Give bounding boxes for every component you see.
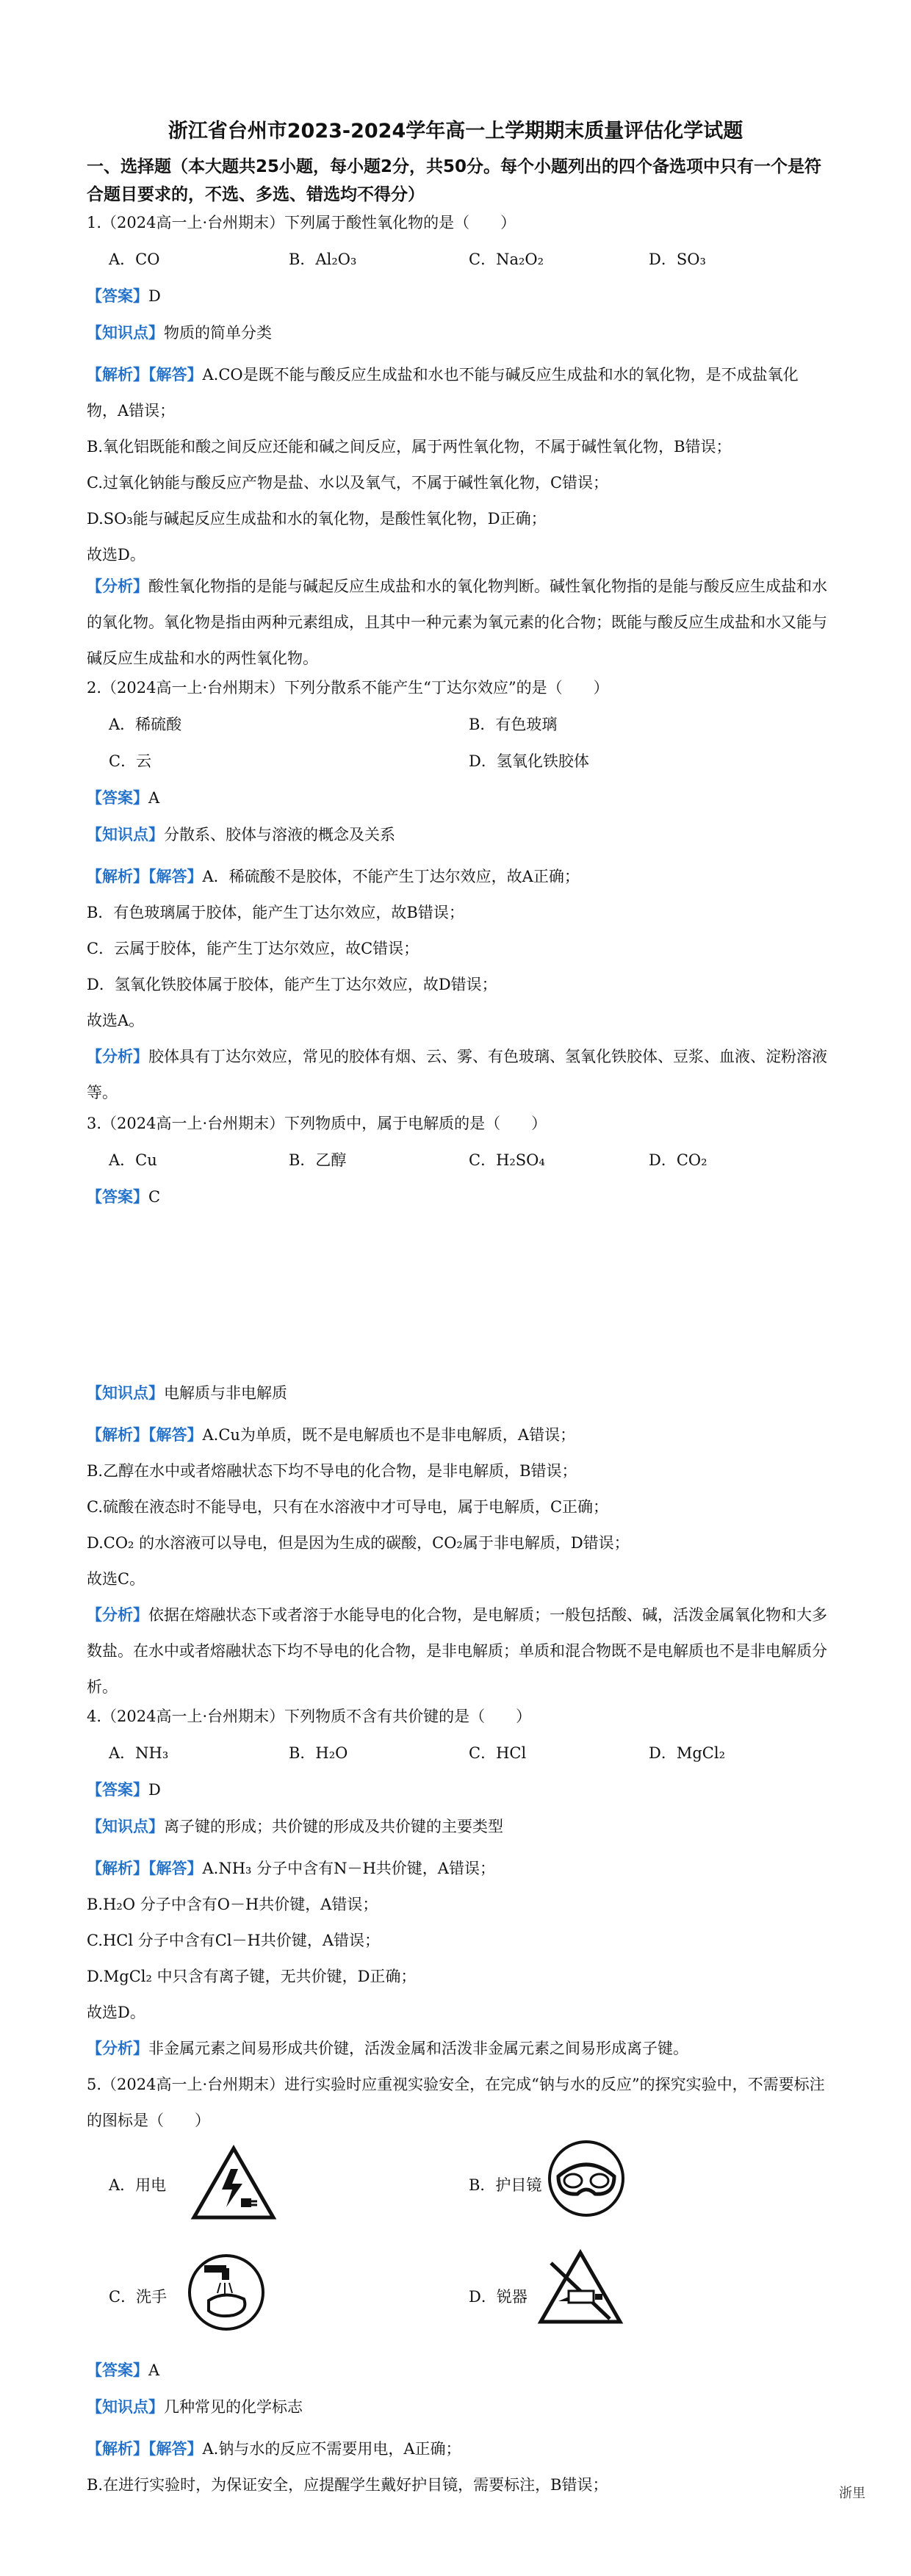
q2-answer: A: [148, 789, 160, 807]
question-3-stem: 3.（2024高一上·台州期末）下列物质中，属于电解质的是（ ）: [87, 1115, 547, 1132]
q2-fenxi-text: 胶体具有丁达尔效应，常见的胶体有烟、云、雾、有色玻璃、氢氧化铁胶体、豆浆、血液、淀粉溶液等。: [87, 1048, 827, 1101]
q1-analysis-line: D.SO₃能与碱起反应生成盐和水的氧化物，是酸性氧化物，D正确；: [87, 510, 547, 528]
q4-fenxi-text: 非金属元素之间易形成共价键，活泼金属和活泼非金属元素之间易形成离子键。: [148, 2040, 688, 2057]
q2-knowledge: 分散系、胶体与溶液的概念及关系: [164, 826, 395, 843]
q4-option-c: C．HCl: [469, 1744, 527, 1762]
q2-fenxi: [87, 1038, 829, 1111]
answer-label: 【答案】: [87, 1780, 148, 1799]
jieda-label: 【解答】: [148, 1425, 203, 1444]
jieda-label: 【解答】: [148, 2439, 203, 2458]
q1-analysis-line: 故选D。: [87, 546, 145, 564]
q3-answer: C: [148, 1188, 161, 1206]
analysis-label: 【解析】: [87, 365, 148, 384]
analysis-label: 【解析】: [87, 1859, 148, 1877]
q4-option-a: A．NH₃: [109, 1744, 169, 1762]
q5-answer: A: [148, 2361, 160, 2379]
knowledge-label: 【知识点】: [87, 2397, 164, 2416]
knowledge-label: 【知识点】: [87, 1817, 164, 1835]
q3-analysis-line: A.Cu为单质，既不是电解质也不是非电解质，A错误；: [202, 1426, 576, 1444]
q3-fenxi-text: 依据在熔融状态下或者溶于水能导电的化合物，是电解质；一般包括酸、碱，活泼金属氧化物和大多数盐。在水中或者熔融状态下均不导电的化合物，是非电解质；单质和混合物既不是电解质也不是非电解质分析。: [87, 1606, 827, 1696]
q1-analysis-line: A.CO是既不能与酸反应生成盐和水也不能与碱反应生成盐和水的氧化物，是不成盐氧化物，A错误；: [87, 366, 799, 420]
q1-option-a: A．CO: [109, 251, 160, 268]
q2-analysis-line: A．稀硫酸不是胶体，不能产生丁达尔效应，故A正确；: [202, 868, 580, 885]
question-1-stem: 1.（2024高一上·台州期末）下列属于酸性氧化物的是（ ）: [87, 214, 516, 231]
q5-answer-line: [87, 2359, 829, 2383]
q4-analysis-line: D.MgCl₂ 中只含有离子键，无共价键，D正确；: [87, 1968, 417, 1985]
q4-analysis-line: B.H₂O 分子中含有O－H共价键，A错误；: [87, 1896, 378, 1913]
q1-answer: D: [148, 287, 161, 305]
q3-analysis-line: B.乙醇在水中或者熔融状态下均不导电的化合物，是非电解质，B错误；: [87, 1462, 577, 1480]
q3-knowledge-line: [87, 1381, 829, 1406]
q2-analysis-line: 故选A。: [87, 1012, 145, 1029]
q3-analysis: [87, 1417, 829, 1597]
q1-fenxi-text: 酸性氧化物指的是能与碱起反应生成盐和水的氧化物判断。碱性氧化物指的是能与酸反应生成盐和水的氧化物。氧化物是指由两种元素组成，且其中一种元素为氧元素的化合物；既能与酸反应生成盐和水又能与碱反应生成盐和水的两性氧化物。: [87, 578, 827, 667]
q4-answer-line: [87, 1778, 829, 1802]
knowledge-label: 【知识点】: [87, 1384, 164, 1402]
analysis-label: 【解析】: [87, 1425, 148, 1444]
q3-answer-line: [87, 1185, 829, 1209]
q2-option-d: D．氢氧化铁胶体: [469, 752, 589, 770]
q2-knowledge-line: [87, 823, 829, 847]
q5-option-b: B．护目镜: [469, 2176, 542, 2194]
q1-analysis-line: C.过氧化钠能与酸反应产物是盐、水以及氧气，不属于碱性氧化物，C错误；: [87, 474, 609, 492]
q3-analysis-line: C.硫酸在液态时不能导电，只有在水溶液中才可导电，属于电解质，C正确；: [87, 1498, 609, 1516]
q2-analysis-line: B．有色玻璃属于胶体，能产生丁达尔效应，故B错误；: [87, 904, 464, 921]
section-heading: 一、选择题（本大题共25小题，每小题2分，共50分。每个小题列出的四个备选项中只有一个是符合题目要求的，不选、多选、错选均不得分）: [87, 157, 822, 204]
q4-option-d: D．MgCl₂: [649, 1744, 725, 1762]
q1-knowledge: 物质的简单分类: [164, 324, 272, 342]
q1-analysis: [87, 356, 829, 573]
q3-fenxi: [87, 1597, 829, 1705]
q2-option-a: A．稀硫酸: [109, 716, 182, 733]
q2-analysis-line: C．云属于胶体，能产生丁达尔效应，故C错误；: [87, 940, 420, 957]
q5-option-a: A．用电: [109, 2176, 167, 2194]
q4-analysis: [87, 1850, 829, 2031]
q1-option-d: D．SO₃: [649, 251, 706, 268]
q5-knowledge: 几种常见的化学标志: [164, 2398, 303, 2416]
goggles-icon: [542, 2138, 630, 2219]
q5-analysis-line: B.在进行实验时，为保证安全，应提醒学生戴好护目镜，需要标注，B错误；: [87, 2476, 608, 2494]
question-5-stem: 5.（2024高一上·台州期末）进行实验时应重视实验安全，在完成“钠与水的反应”的探究实验中，不需要标注的图标是（ ）: [87, 2076, 825, 2129]
q1-fenxi: [87, 568, 829, 677]
q3-analysis-line: D.CO₂ 的水溶液可以导电，但是因为生成的碳酸，CO₂属于非电解质，D错误；: [87, 1534, 630, 1552]
q2-option-b: B．有色玻璃: [469, 716, 558, 733]
answer-label: 【答案】: [87, 788, 148, 807]
q2-analysis-line: D．氢氧化铁胶体属于胶体，能产生丁达尔效应，故D错误；: [87, 976, 497, 993]
q3-option-c: C．H₂SO₄: [469, 1151, 545, 1169]
knowledge-label: 【知识点】: [87, 323, 164, 342]
q2-analysis: [87, 858, 829, 1039]
q4-analysis-line: A.NH₃ 分子中含有N－H共价键，A错误；: [202, 1860, 495, 1877]
analysis-label: 【解析】: [87, 2439, 148, 2458]
q3-option-b: B．乙醇: [289, 1151, 347, 1169]
q4-answer: D: [148, 1781, 161, 1799]
fenxi-label: 【分析】: [87, 1047, 148, 1065]
fenxi-label: 【分析】: [87, 577, 148, 595]
sharp-objects-icon: [536, 2248, 624, 2329]
q1-option-b: B．Al₂O₃: [289, 251, 357, 268]
q1-knowledge-line: [87, 321, 829, 345]
q2-option-c: C．云: [109, 752, 152, 770]
q4-analysis-line: C.HCl 分子中含有Cl－H共价键，A错误；: [87, 1932, 381, 1949]
q5-option-c: C．洗手: [109, 2288, 168, 2306]
q1-analysis-line: B.氧化铝既能和酸之间反应还能和碱之间反应，属于两性氧化物，不属于碱性氧化物，B错误；: [87, 438, 732, 456]
electricity-hazard-icon: [190, 2144, 278, 2225]
q5-analysis: [87, 2431, 829, 2503]
q2-answer-line: [87, 786, 829, 810]
answer-label: 【答案】: [87, 2361, 148, 2379]
q4-knowledge-line: [87, 1815, 829, 1839]
q3-knowledge: 电解质与非电解质: [164, 1384, 287, 1402]
q4-knowledge: 离子键的形成；共价键的形成及共价键的主要类型: [164, 1818, 503, 1835]
q4-fenxi: [87, 2030, 829, 2067]
question-2-stem: 2.（2024高一上·台州期末）下列分散系不能产生“丁达尔效应”的是（ ）: [87, 679, 609, 697]
page-footer: 浙里: [839, 2486, 865, 2501]
q3-analysis-line: 故选C。: [87, 1570, 145, 1588]
jieda-label: 【解答】: [148, 867, 203, 885]
page-title: 浙江省台州市2023-2024学年高一上学期期末质量评估化学试题: [168, 120, 743, 143]
q1-answer-line: [87, 284, 829, 309]
wash-hands-icon: [182, 2252, 270, 2333]
q1-option-c: C．Na₂O₂: [469, 251, 544, 268]
fenxi-label: 【分析】: [87, 1605, 148, 1624]
q5-option-d: D．锐器: [469, 2288, 527, 2306]
q5-knowledge-line: [87, 2395, 829, 2420]
q3-option-d: D．CO₂: [649, 1151, 707, 1169]
fenxi-label: 【分析】: [87, 2039, 148, 2057]
jieda-label: 【解答】: [148, 1859, 203, 1877]
q4-option-b: B．H₂O: [289, 1744, 348, 1762]
jieda-label: 【解答】: [148, 365, 203, 384]
q5-analysis-line: A.钠与水的反应不需要用电，A正确；: [202, 2440, 461, 2458]
q3-option-a: A．Cu: [109, 1151, 157, 1169]
question-4-stem: 4.（2024高一上·台州期末）下列物质不含有共价键的是（ ）: [87, 1708, 532, 1725]
knowledge-label: 【知识点】: [87, 825, 164, 843]
answer-label: 【答案】: [87, 1187, 148, 1206]
answer-label: 【答案】: [87, 287, 148, 305]
q4-analysis-line: 故选D。: [87, 2004, 145, 2021]
analysis-label: 【解析】: [87, 867, 148, 885]
